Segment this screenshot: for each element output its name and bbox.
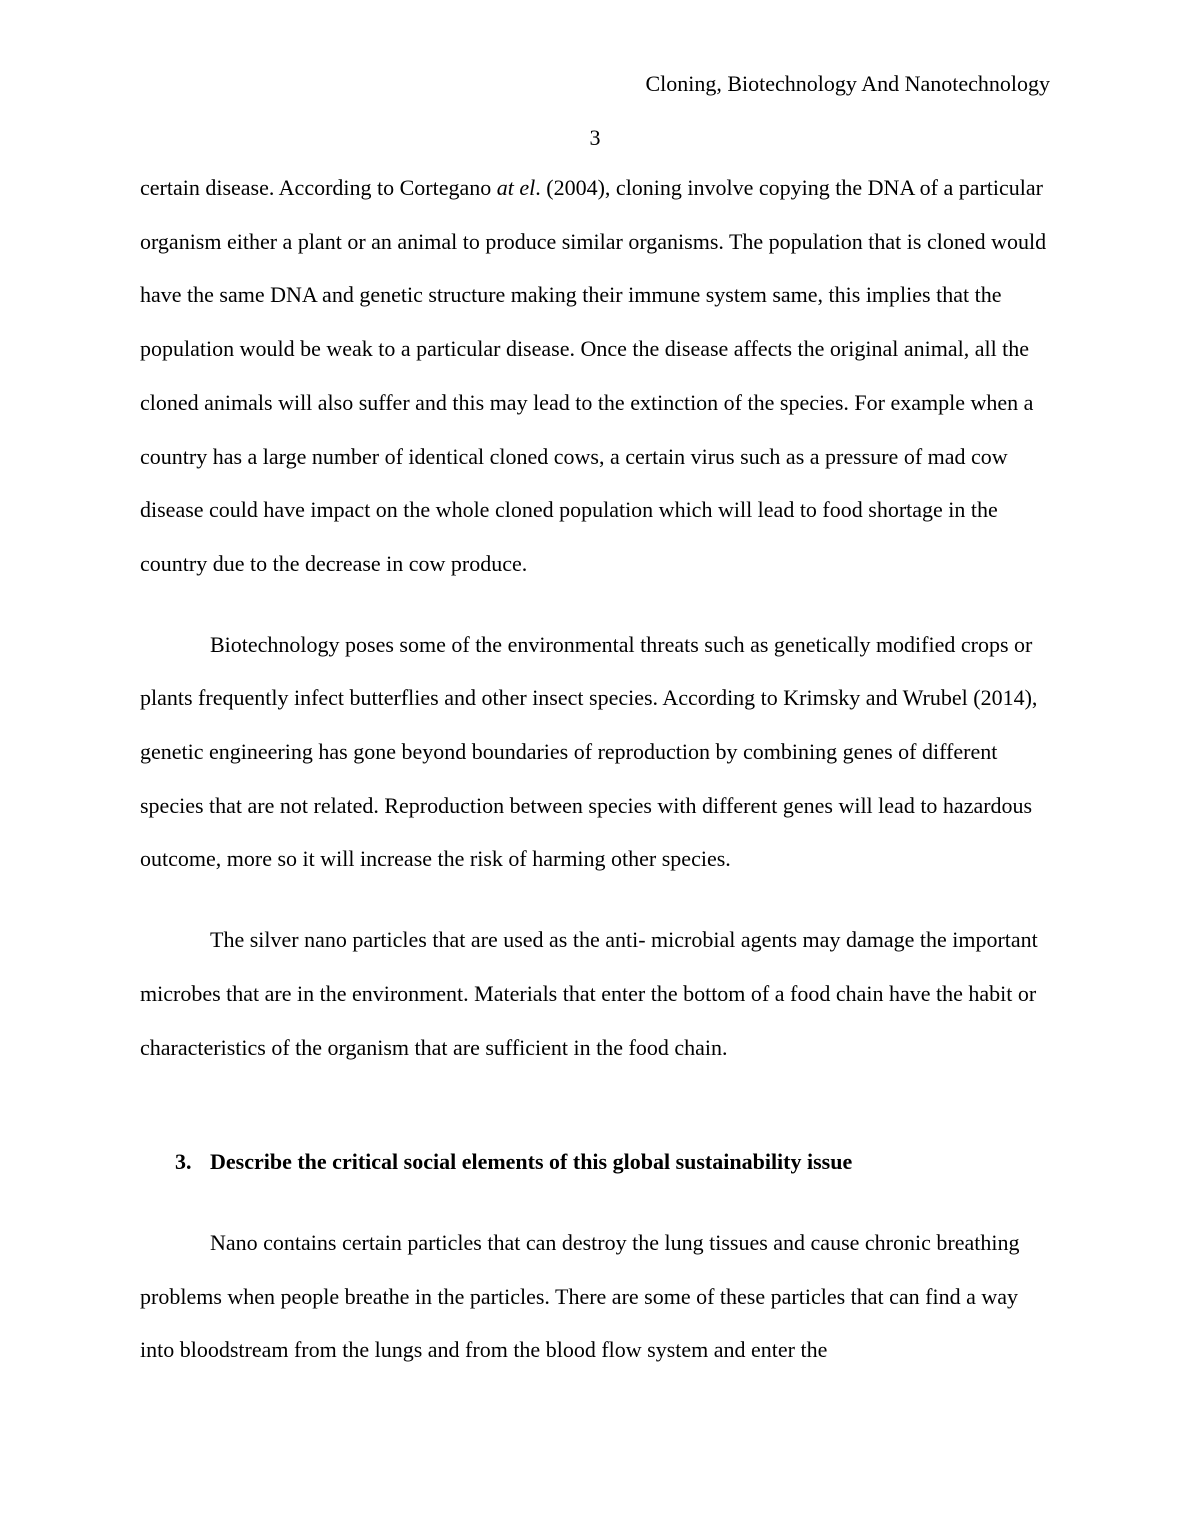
paragraph-cloning-text-1: certain disease. According to Cortegano	[140, 175, 497, 200]
running-head: Cloning, Biotechnology And Nanotechnology	[645, 71, 1050, 96]
paragraph-biotechnology: Biotechnology poses some of the environmental threats such as genetically modified crops or plants frequently infect butterflies and other insect species. According to Krimsky and Wrubel (2014), genetic engineering has gone beyond boundaries of reproduction by combining genes of different species that are not related. Reproduction between species with different genes will lead to hazardous outcome, more so it will increase the risk of harming other species.	[140, 631, 1038, 872]
section-heading	[140, 1135, 1050, 1189]
paragraph-nano-health: Nano contains certain particles that can destroy the lung tissues and cause chronic breathing problems when people breathe in the particles. There are some of these particles that can find a way into bloodstream from the lungs and from the blood flow system and enter the	[140, 1229, 1020, 1363]
document-body	[140, 161, 1050, 1377]
paragraph-cloning	[140, 161, 1050, 591]
paragraph-cloning-text-2: . (2004), cloning involve copying the DNA of a particular organism either a plant or an animal to produce similar organisms. The population that is cloned would have the same DNA and genetic structure making their immune system same, this implies that the population would be weak to a particular disease. Once the disease affects the original animal, all the cloned animals will also suffer and this may lead to the extinction of the species. For example when a country has a large number of identical cloned cows, a certain virus such as a pressure of mad cow disease could have impact on the whole cloned population which will lead to food shortage in the country due to the decrease in cow produce.	[140, 175, 1047, 576]
section-heading-number: 3.	[175, 1149, 192, 1175]
citation-italic: at el	[496, 175, 536, 200]
paragraph-nanoparticles: The silver nano particles that are used as the anti- microbial agents may damage the important microbes that are in the environment. Materials that enter the bottom of a food chain have the habit or characteristics of the organism that are sufficient in the food chain.	[140, 927, 1038, 1060]
section-heading-text: Describe the critical social elements of this global sustainability issue	[210, 1149, 853, 1175]
page-number: 3	[589, 125, 601, 150]
